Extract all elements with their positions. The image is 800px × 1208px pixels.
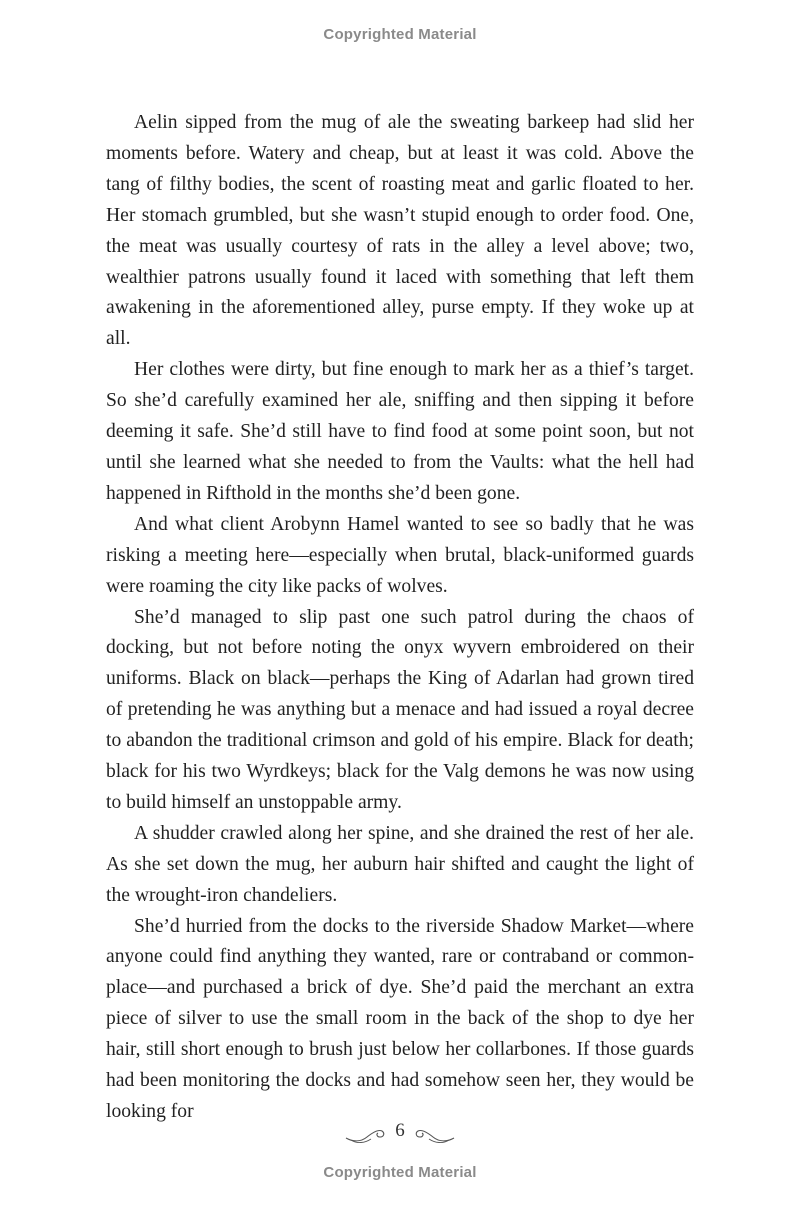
paragraph: She’d managed to slip past one such patrol during the chaos of docking, but not before noting the onyx wyvern embroidered on their uniforms. Black on black—perhaps the King of Adarlan had grown tired of pretending he was anything but a menace and had issued a royal decree to abandon the traditional crimson and gold of his empire. Black for death; black for his two Wyrdkeys; black for the Valg demons he was now using to build himself an unstoppable army. <box>106 606 694 813</box>
body-text <box>106 108 694 1128</box>
paragraph: A shudder crawled along her spine, and she drained the rest of her ale. As she set down the mug, her auburn hair shifted and caught the light of the wrought-iron chandeliers. <box>106 822 694 906</box>
flourish-left-icon <box>345 1125 387 1145</box>
paragraph: She’d hurried from the docks to the riverside Shadow Market—where anyone could find anything they wanted, rare or contraband or common-place—and purchased a brick of dye. She’d paid the merchant an extra piece of silver to use the small room in the back of the shop to dye her hair, still short enough to brush just below her collarbones. If those guards had been monitoring the docks and had somehow seen her, they would be looking for <box>106 915 694 1122</box>
page-number: 6 <box>395 1120 405 1141</box>
paragraph: And what client Arobynn Hamel wanted to see so badly that he was risking a meeting here—especially when brutal, black-uniformed guards were roaming the city like packs of wolves. <box>106 513 694 597</box>
flourish-right-icon <box>413 1125 455 1145</box>
paragraph: Her clothes were dirty, but fine enough to mark her as a thief’s target. So she’d carefully examined her ale, sniffing and then sipping it before deeming it safe. She’d still have to find food at some point soon, but not until she learned what she needed to from the Vaults: what the hell had happened in Rifthold in the months she’d been gone. <box>106 359 694 504</box>
copyright-watermark-top: Copyrighted Material <box>323 26 477 43</box>
page-folio <box>0 1118 800 1152</box>
copyright-watermark-bottom: Copyrighted Material <box>323 1164 477 1181</box>
paragraph: Aelin sipped from the mug of ale the sweating barkeep had slid her moments before. Watery and cheap, but at least it was cold. Above the tang of filthy bodies, the scent of roasting meat and garlic floated to her. Her stomach grumbled, but she wasn’t stupid enough to order food. One, the meat was usually courtesy of rats in the alley a level above; two, wealthier patrons usually found it laced with something that left them awakening in the aforementioned alley, purse empty. If they woke up at all. <box>106 112 694 350</box>
